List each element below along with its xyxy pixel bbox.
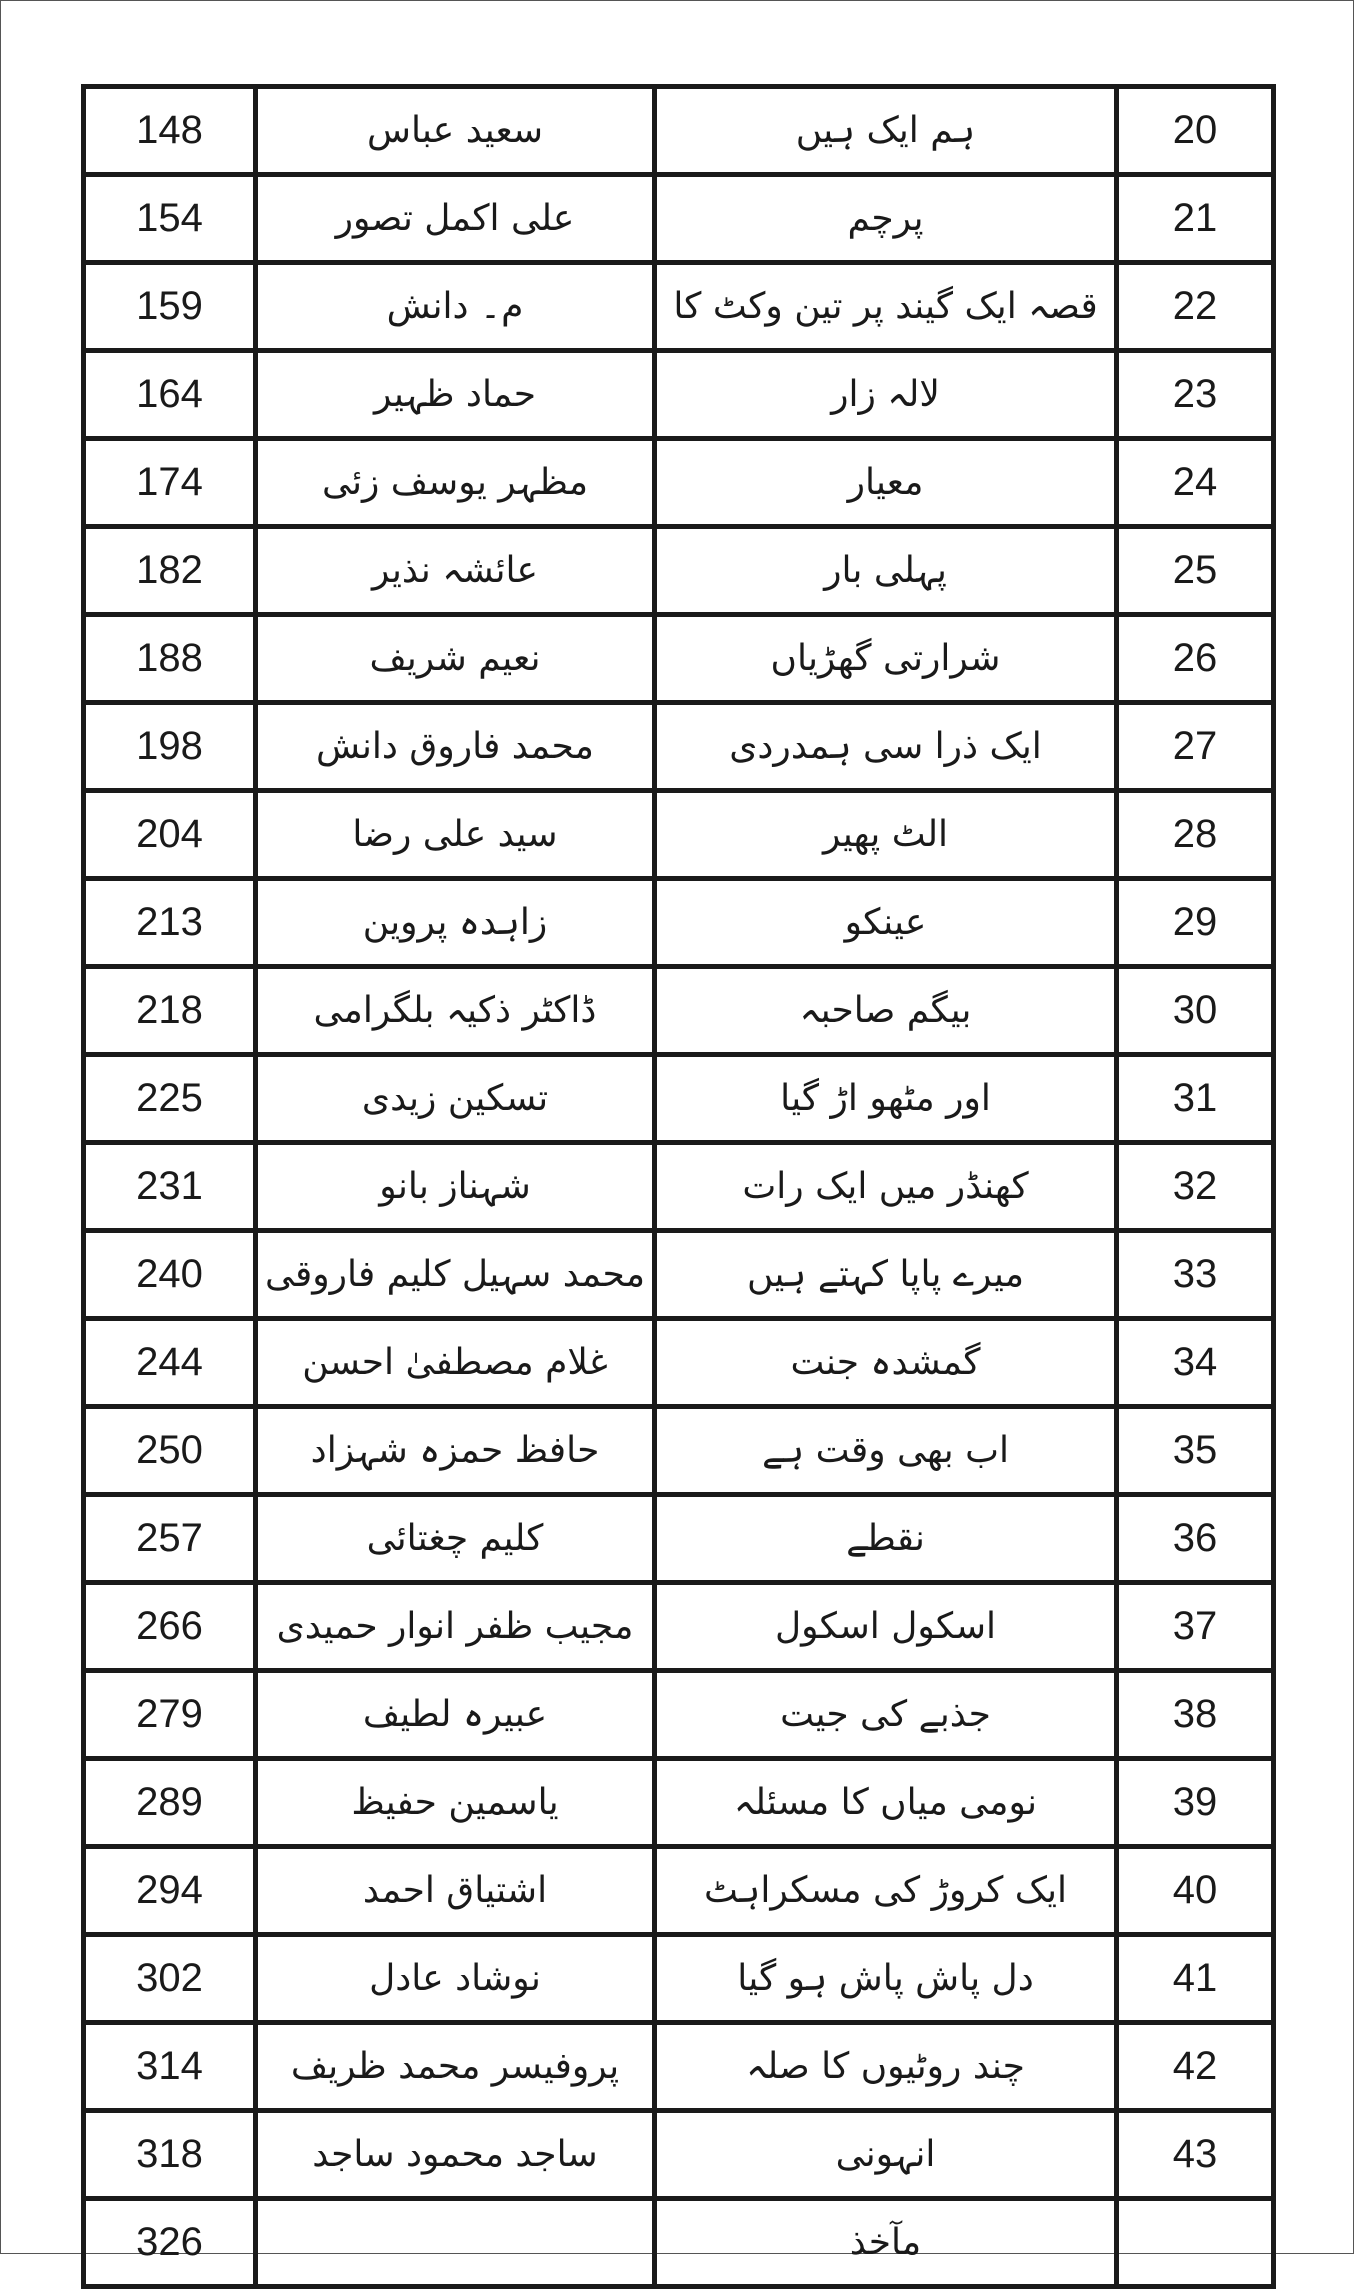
table-row (84, 1319, 1274, 1407)
author-cell: غلام مصطفیٰ احسن (256, 1319, 655, 1407)
page-number-cell: 289 (84, 1759, 256, 1847)
page-number-cell: 148 (84, 87, 256, 175)
table-row (84, 87, 1274, 175)
author-cell: زاہدہ پروین (256, 879, 655, 967)
entry-number-cell: 37 (1117, 1583, 1274, 1671)
entry-number-cell: 29 (1117, 879, 1274, 967)
story-title-cell: شرارتی گھڑیاں (655, 615, 1117, 703)
story-title-cell: مآخذ (655, 2199, 1117, 2287)
table-row (84, 1143, 1274, 1231)
entry-number-cell: 33 (1117, 1231, 1274, 1319)
story-title-cell: انہونی (655, 2111, 1117, 2199)
author-cell: حماد ظہیر (256, 351, 655, 439)
page-number-cell: 204 (84, 791, 256, 879)
page-number-cell: 302 (84, 1935, 256, 2023)
table-row (84, 1583, 1274, 1671)
story-title-cell: اب بھی وقت ہے (655, 1407, 1117, 1495)
author-cell: اشتیاق احمد (256, 1847, 655, 1935)
entry-number-cell: 32 (1117, 1143, 1274, 1231)
author-cell: شہناز بانو (256, 1143, 655, 1231)
entry-number-cell: 24 (1117, 439, 1274, 527)
page-number-cell: 240 (84, 1231, 256, 1319)
table-row (84, 1055, 1274, 1143)
story-title-cell: چند روٹیوں کا صلہ (655, 2023, 1117, 2111)
author-cell: ڈاکٹر ذکیہ بلگرامی (256, 967, 655, 1055)
author-cell (256, 2199, 655, 2287)
story-title-cell: پرچم (655, 175, 1117, 263)
page-number-cell: 188 (84, 615, 256, 703)
entry-number-cell: 30 (1117, 967, 1274, 1055)
table-row (84, 1847, 1274, 1935)
page-number-cell: 159 (84, 263, 256, 351)
table-row (84, 175, 1274, 263)
page-number-cell: 154 (84, 175, 256, 263)
story-title-cell: اسکول اسکول (655, 1583, 1117, 1671)
table-row (84, 703, 1274, 791)
table-row (84, 1671, 1274, 1759)
story-title-cell: لالہ زار (655, 351, 1117, 439)
entry-number-cell: 40 (1117, 1847, 1274, 1935)
table-row (84, 527, 1274, 615)
table-row (84, 1759, 1274, 1847)
table-row (84, 1407, 1274, 1495)
author-cell: علی اکمل تصور (256, 175, 655, 263)
entry-number-cell: 21 (1117, 175, 1274, 263)
page-number-cell: 244 (84, 1319, 256, 1407)
author-cell: محمد سہیل کلیم فاروقی (256, 1231, 655, 1319)
table-row (84, 439, 1274, 527)
page-number-cell: 182 (84, 527, 256, 615)
entry-number-cell: 28 (1117, 791, 1274, 879)
author-cell: نوشاد عادل (256, 1935, 655, 2023)
author-cell: مجیب ظفر انوار حمیدی (256, 1583, 655, 1671)
page-number-cell: 279 (84, 1671, 256, 1759)
story-title-cell: دل پاش پاش ہو گیا (655, 1935, 1117, 2023)
entry-number-cell: 23 (1117, 351, 1274, 439)
contents-table (81, 84, 1276, 2289)
author-cell: پروفیسر محمد ظریف (256, 2023, 655, 2111)
page-number-cell: 314 (84, 2023, 256, 2111)
author-cell: عائشہ نذیر (256, 527, 655, 615)
entry-number-cell: 31 (1117, 1055, 1274, 1143)
entry-number-cell: 27 (1117, 703, 1274, 791)
author-cell: حافظ حمزہ شہزاد (256, 1407, 655, 1495)
entry-number-cell: 39 (1117, 1759, 1274, 1847)
table-row (84, 2111, 1274, 2199)
story-title-cell: معیار (655, 439, 1117, 527)
author-cell: سید علی رضا (256, 791, 655, 879)
author-cell: محمد فاروق دانش (256, 703, 655, 791)
page-number-cell: 318 (84, 2111, 256, 2199)
entry-number-cell: 34 (1117, 1319, 1274, 1407)
author-cell: ساجد محمود ساجد (256, 2111, 655, 2199)
story-title-cell: نقطے (655, 1495, 1117, 1583)
author-cell: عبیرہ لطیف (256, 1671, 655, 1759)
contents-table-body (84, 87, 1274, 2287)
table-row (84, 1231, 1274, 1319)
story-title-cell: کھنڈر میں ایک رات (655, 1143, 1117, 1231)
table-row (84, 1495, 1274, 1583)
entry-number-cell: 22 (1117, 263, 1274, 351)
entry-number-cell: 35 (1117, 1407, 1274, 1495)
table-row (84, 791, 1274, 879)
story-title-cell: پہلی بار (655, 527, 1117, 615)
entry-number-cell: 25 (1117, 527, 1274, 615)
entry-number-cell: 41 (1117, 1935, 1274, 2023)
page-number-cell: 266 (84, 1583, 256, 1671)
story-title-cell: گمشدہ جنت (655, 1319, 1117, 1407)
author-cell: م۔ دانش (256, 263, 655, 351)
page-number-cell: 198 (84, 703, 256, 791)
entry-number-cell: 38 (1117, 1671, 1274, 1759)
author-cell: مظہر یوسف زئی (256, 439, 655, 527)
table-row (84, 615, 1274, 703)
table-row (84, 263, 1274, 351)
page-number-cell: 250 (84, 1407, 256, 1495)
table-row (84, 967, 1274, 1055)
story-title-cell: میرے پاپا کہتے ہیں (655, 1231, 1117, 1319)
author-cell: سعید عباس (256, 87, 655, 175)
story-title-cell: الٹ پھیر (655, 791, 1117, 879)
story-title-cell: بیگم صاحبہ (655, 967, 1117, 1055)
entry-number-cell: 43 (1117, 2111, 1274, 2199)
page-number-cell: 218 (84, 967, 256, 1055)
entry-number-cell: 36 (1117, 1495, 1274, 1583)
table-row (84, 2199, 1274, 2287)
story-title-cell: عینکو (655, 879, 1117, 967)
story-title-cell: جذبے کی جیت (655, 1671, 1117, 1759)
page-number-cell: 213 (84, 879, 256, 967)
story-title-cell: ہم ایک ہیں (655, 87, 1117, 175)
page-number-cell: 231 (84, 1143, 256, 1231)
page-number-cell: 174 (84, 439, 256, 527)
page-number-cell: 326 (84, 2199, 256, 2287)
table-row (84, 1935, 1274, 2023)
story-title-cell: اور مٹھو اڑ گیا (655, 1055, 1117, 1143)
author-cell: یاسمین حفیظ (256, 1759, 655, 1847)
story-title-cell: نومی میاں کا مسئلہ (655, 1759, 1117, 1847)
page-number-cell: 294 (84, 1847, 256, 1935)
page-number-cell: 225 (84, 1055, 256, 1143)
author-cell: کلیم چغتائی (256, 1495, 655, 1583)
entry-number-cell: 42 (1117, 2023, 1274, 2111)
author-cell: تسکین زیدی (256, 1055, 655, 1143)
entry-number-cell: 20 (1117, 87, 1274, 175)
story-title-cell: ایک کروڑ کی مسکراہٹ (655, 1847, 1117, 1935)
story-title-cell: قصہ ایک گیند پر تین وکٹ کا (655, 263, 1117, 351)
table-row (84, 351, 1274, 439)
entry-number-cell: 26 (1117, 615, 1274, 703)
story-title-cell: ایک ذرا سی ہمدردی (655, 703, 1117, 791)
page-number-cell: 257 (84, 1495, 256, 1583)
table-row (84, 879, 1274, 967)
author-cell: نعیم شریف (256, 615, 655, 703)
entry-number-cell (1117, 2199, 1274, 2287)
page-number-cell: 164 (84, 351, 256, 439)
table-row (84, 2023, 1274, 2111)
